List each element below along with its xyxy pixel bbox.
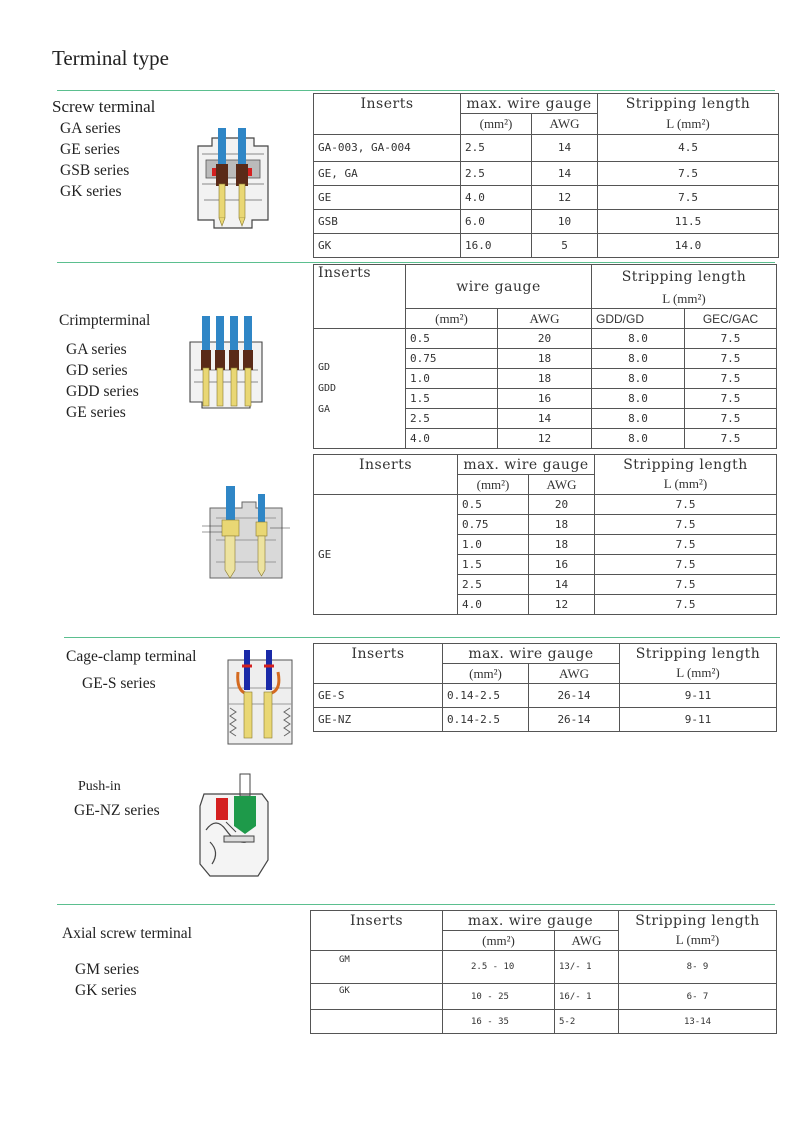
col-gauge: max. wire gauge: [443, 644, 620, 664]
col-gauge: max. wire gauge: [458, 455, 595, 475]
table-row: 1.0 18 7.5: [314, 535, 777, 555]
screw-terminal-illustration: [192, 124, 274, 230]
col-strip: Stripping length: [595, 455, 777, 475]
col-awg: AWG: [529, 475, 595, 495]
table-row: 4.0 12 7.5: [314, 595, 777, 615]
col-awg: AWG: [555, 931, 619, 951]
crimp-terminal-illustration: [186, 312, 266, 410]
push-heading: Push-in: [78, 779, 121, 794]
table-row: 4.0 12 8.0 7.5: [314, 429, 777, 449]
col-L: L (mm²): [620, 664, 777, 684]
col-inserts: Inserts: [314, 644, 443, 664]
series-item: GDD series: [66, 383, 139, 400]
crimp-ge-illustration: [196, 482, 296, 582]
table-row: GE 0.5 20 7.5: [314, 495, 777, 515]
table-row: 0.75 18 8.0 7.5: [314, 349, 777, 369]
col-L: L (mm²): [619, 931, 777, 951]
crimp-ge-table: [313, 454, 777, 615]
crimp-ge-inserts-cell: GE: [314, 495, 458, 615]
section-rule: [57, 262, 775, 263]
series-item: GA series: [66, 341, 127, 358]
cage-heading: Cage-clamp terminal: [66, 648, 197, 665]
col-inserts: Inserts: [314, 265, 406, 290]
table-row: GE-NZ 0.14-2.5 26-14 9-11: [314, 708, 777, 732]
series-item: GK series: [75, 982, 137, 999]
cage-clamp-illustration: [222, 648, 298, 746]
table-row: 1.5 16 7.5: [314, 555, 777, 575]
screw-series-list: [60, 118, 129, 202]
series-item: GE-NZ series: [74, 802, 160, 819]
section-rule: [57, 904, 775, 905]
col-strip: Stripping length: [619, 911, 777, 931]
series-item: GE series: [66, 404, 126, 421]
col-mm: (mm²): [458, 475, 529, 495]
col-L: L (mm²): [592, 289, 777, 309]
screw-heading: Screw terminal: [52, 97, 156, 116]
col-gec: GEC/GAC: [685, 309, 777, 329]
col-L: L (mm²): [595, 475, 777, 495]
series-item: GM series: [75, 961, 140, 978]
axial-table: [310, 910, 777, 1034]
col-strip: Stripping length: [592, 265, 777, 290]
table-row: 1.5 16 8.0 7.5: [314, 389, 777, 409]
col-awg: AWG: [529, 664, 620, 684]
table-row: GM 2.5 - 10 13/- 1 8- 9: [311, 951, 777, 984]
table-row: 16 - 35 5-2 13-14: [311, 1010, 777, 1034]
cage-table: [313, 643, 777, 732]
table-row: 2.5 14 8.0 7.5: [314, 409, 777, 429]
table-row: 0.75 18 7.5: [314, 515, 777, 535]
col-gauge: max. wire gauge: [443, 911, 619, 931]
col-gauge: max. wire gauge: [461, 94, 598, 114]
crimp-heading: Crimpterminal: [59, 312, 151, 329]
page-title: Terminal type: [52, 46, 169, 70]
col-strip: Stripping length: [620, 644, 777, 664]
col-mm: (mm²): [443, 931, 555, 951]
table-row: GD GDD GA 0.5 20 8.0 7.5: [314, 329, 777, 349]
axial-heading: Axial screw terminal: [62, 925, 192, 942]
col-awg: AWG: [498, 309, 592, 329]
series-item: GSB series: [60, 162, 130, 179]
crimp-inserts-cell: GD GDD GA: [314, 329, 406, 449]
series-item: GE-S series: [82, 675, 156, 692]
table-row: 1.0 18 8.0 7.5: [314, 369, 777, 389]
crimp-table: [313, 264, 777, 449]
crimp-series-list: [66, 339, 139, 423]
section-rule: [64, 637, 780, 638]
col-gauge: wire gauge: [406, 265, 592, 309]
push-in-illustration: [196, 772, 276, 880]
col-strip: Stripping length: [598, 94, 779, 114]
col-inserts: Inserts: [311, 911, 443, 931]
col-L: L (mm²): [598, 114, 779, 135]
col-mm: (mm²): [461, 114, 532, 135]
table-row: GK 16.0 5 14.0: [314, 233, 779, 257]
table-row: 2.5 14 7.5: [314, 575, 777, 595]
col-mm: (mm²): [406, 309, 498, 329]
table-row: GSB 6.0 10 11.5: [314, 209, 779, 233]
table-row: GK 10 - 25 16/- 1 6- 7: [311, 984, 777, 1010]
col-gdd: GDD/GD: [592, 309, 685, 329]
col-mm: (mm²): [443, 664, 529, 684]
series-item: GK series: [60, 183, 122, 200]
table-row: GE-S 0.14-2.5 26-14 9-11: [314, 684, 777, 708]
table-row: GE, GA 2.5 14 7.5: [314, 161, 779, 185]
table-row: GA-003, GA-004 2.5 14 4.5: [314, 134, 779, 161]
screw-table: [313, 93, 779, 258]
series-item: GE series: [60, 141, 120, 158]
col-inserts: Inserts: [314, 455, 458, 475]
table-row: GE 4.0 12 7.5: [314, 185, 779, 209]
axial-series-list: [75, 959, 139, 1001]
series-item: GA series: [60, 120, 121, 137]
section-rule: [57, 90, 775, 91]
col-inserts: Inserts: [314, 94, 461, 114]
series-item: GD series: [66, 362, 128, 379]
col-awg: AWG: [532, 114, 598, 135]
